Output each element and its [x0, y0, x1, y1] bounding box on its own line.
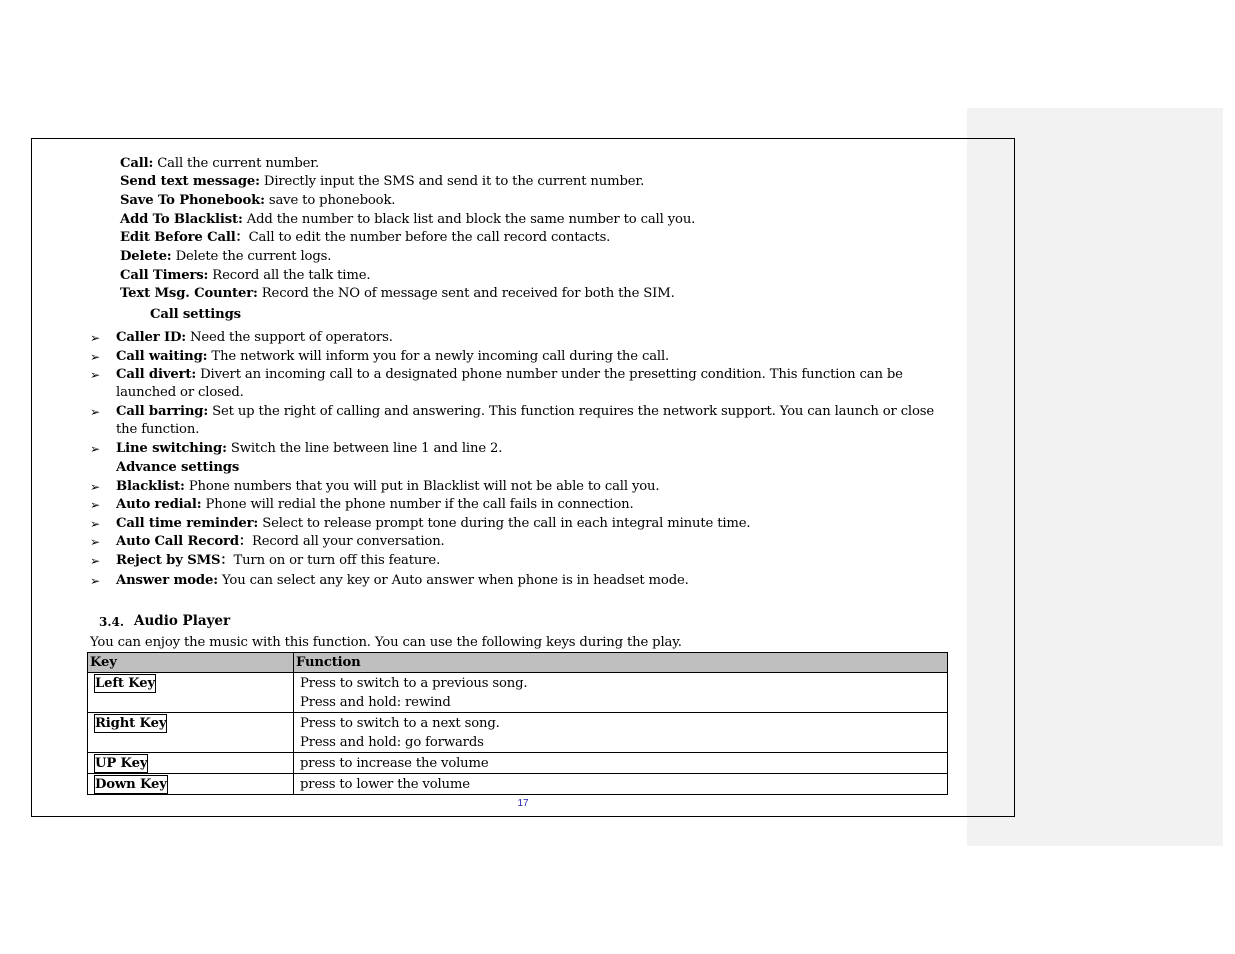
menu-item-call: Call: Call the current number. [120, 156, 320, 171]
bullet-icon: ➢ [90, 498, 101, 512]
bullet-icon: ➢ [90, 350, 101, 364]
key-label: Right Key [95, 716, 167, 731]
key-label: Down Key [95, 777, 167, 792]
bullet-icon: ➢ [90, 442, 101, 456]
table-row [88, 774, 948, 795]
bullet-icon: ➢ [90, 574, 101, 588]
function-line: press to increase the volume [300, 756, 489, 771]
function-line: Press to switch to a next song. [300, 716, 500, 731]
function-line: Press and hold: rewind [300, 695, 451, 710]
key-label: UP Key [95, 756, 148, 771]
menu-item-save-phonebook: Save To Phonebook: save to phonebook. [120, 193, 396, 208]
setting-line-switching: Line switching: Switch the line between line 1 and line 2. [116, 441, 503, 456]
section-number: 3.4. [99, 615, 125, 629]
call-settings-heading: Call settings [150, 307, 241, 322]
menu-item-add-blacklist: Add To Blacklist: Add the number to black list and block the same number to call you. [120, 212, 696, 227]
function-cell [294, 774, 948, 795]
section-intro: You can enjoy the music with this function. You can use the following keys during the play. [90, 635, 682, 650]
setting-call-barring: Call barring: Set up the right of calling and answering. This function requires the network support. You can launch or close the function. [116, 404, 935, 437]
setting-auto-call-record: Auto Call Record：Record all your conversation. [116, 534, 445, 549]
setting-blacklist: Blacklist: Phone numbers that you will put in Blacklist will not be able to call you. [116, 479, 660, 494]
bullet-icon: ➢ [90, 517, 101, 531]
setting-call-waiting: Call waiting: The network will inform you for a newly incoming call during the call. [116, 349, 670, 364]
bullet-icon: ➢ [90, 368, 101, 382]
function-cell [294, 753, 948, 774]
table-header-function: Function [294, 653, 948, 673]
function-line: press to lower the volume [300, 777, 470, 792]
bullet-icon: ➢ [90, 480, 101, 494]
setting-answer-mode: Answer mode: You can select any key or Auto answer when phone is in headset mode. [116, 573, 689, 588]
menu-item-delete: Delete: Delete the current logs. [120, 249, 332, 264]
function-line: Press to switch to a previous song. [300, 676, 528, 691]
section-title: Audio Player [134, 613, 231, 629]
key-label: Left Key [95, 676, 156, 691]
table-row [88, 713, 948, 753]
table-row [88, 673, 948, 713]
function-cell [294, 673, 948, 713]
menu-item-text-counter: Text Msg. Counter: Record the NO of message sent and received for both the SIM. [120, 286, 675, 301]
setting-auto-redial: Auto redial: Phone will redial the phone number if the call fails in connection. [116, 497, 634, 512]
key-cell [88, 753, 294, 774]
setting-caller-id: Caller ID: Need the support of operators. [116, 330, 393, 345]
menu-item-send-text: Send text message: Directly input the SMS and send it to the current number. [120, 174, 645, 189]
menu-item-call-timers: Call Timers: Record all the talk time. [120, 268, 371, 283]
bullet-icon: ➢ [90, 331, 101, 345]
setting-reject-by-sms: Reject by SMS：Turn on or turn off this feature. [116, 553, 441, 568]
table-header-key: Key [88, 653, 294, 673]
function-line: Press and hold: go forwards [300, 735, 484, 750]
bullet-icon: ➢ [90, 535, 101, 549]
key-cell [88, 713, 294, 753]
table-row [88, 753, 948, 774]
key-cell [88, 774, 294, 795]
audio-keys-table [87, 652, 948, 795]
key-cell [88, 673, 294, 713]
function-cell [294, 713, 948, 753]
setting-call-time-reminder: Call time reminder: Select to release prompt tone during the call in each integral minute time. [116, 516, 751, 531]
bullet-icon: ➢ [90, 554, 101, 568]
table-header-row [88, 653, 948, 673]
setting-call-divert: Call divert: Divert an incoming call to a designated phone number under the presetting condition. This function can be launched or closed. [116, 367, 903, 400]
page-number: 17 [517, 798, 529, 809]
bullet-icon: ➢ [90, 405, 101, 419]
menu-item-edit-before-call: Edit Before Call：Call to edit the number before the call record contacts. [120, 230, 611, 245]
advance-settings-heading: Advance settings [116, 460, 240, 475]
